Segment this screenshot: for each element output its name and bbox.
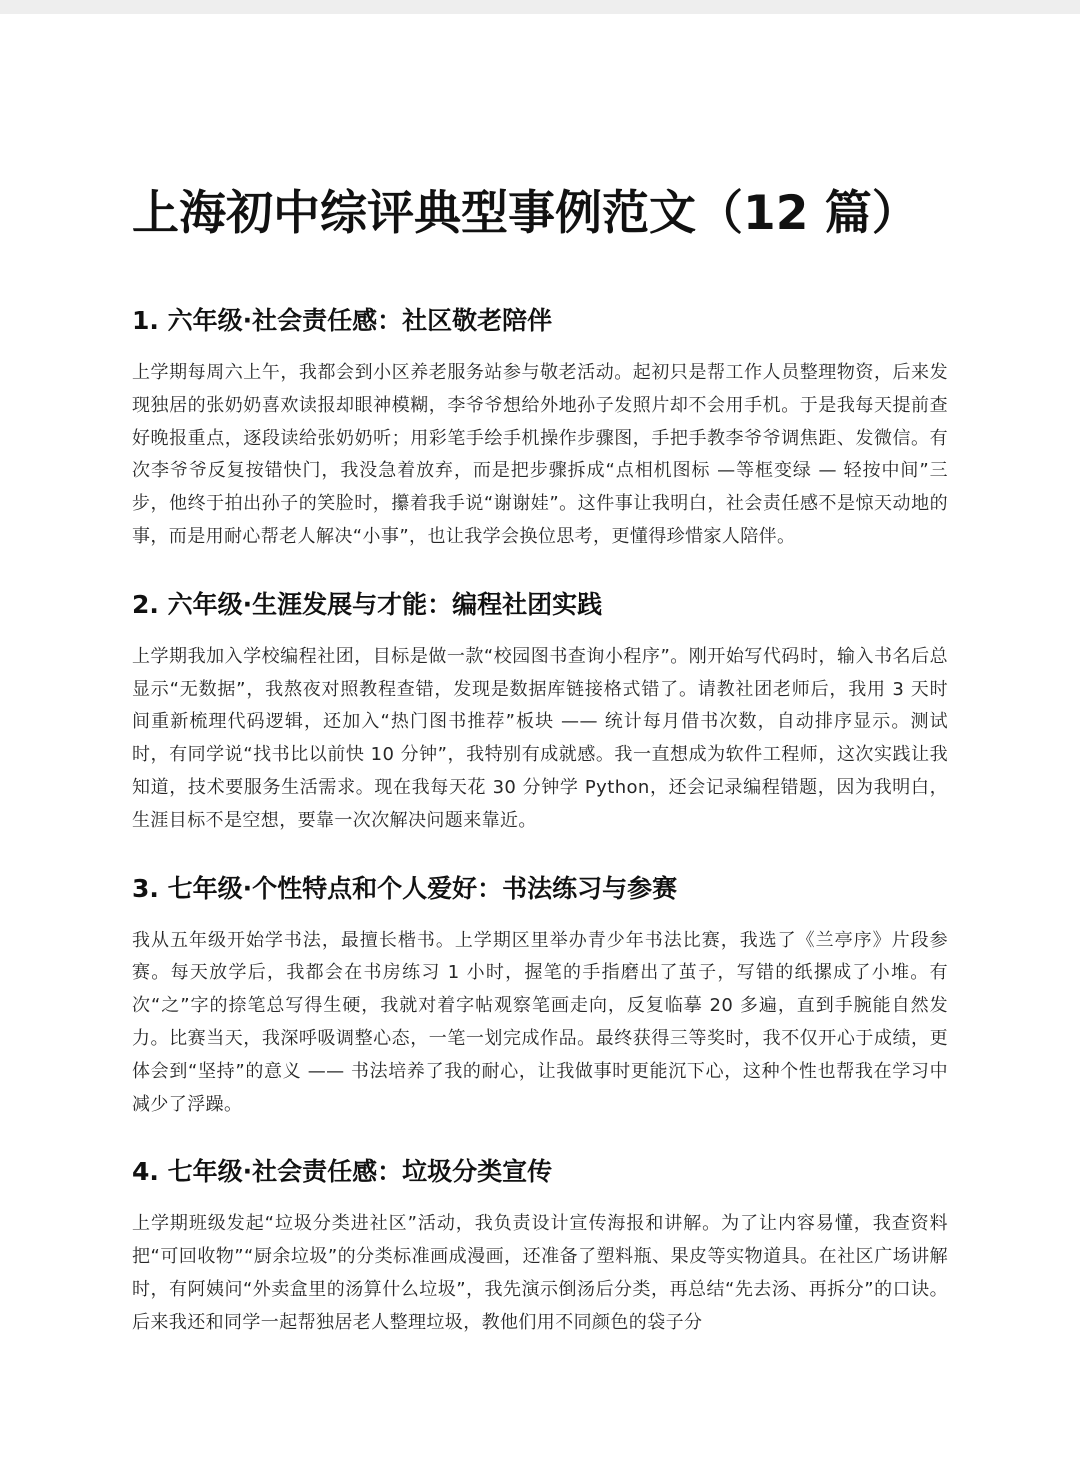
document-page xyxy=(0,14,1080,1472)
section-paragraph: 上学期班级发起“垃圾分类进社区”活动，我负责设计宣传海报和讲解。为了让内容易懂，我查资料把“可回收物”“厨余垃圾”的分类标准画成漫画，还准备了塑料瓶、果皮等实物道具。在社区广场讲解时，有阿姨问“外卖盒里的汤算什么垃圾”，我先演示倒汤后分类，再总结“先去汤、再拆分”的口诀。后来我还和同学一起帮独居老人整理垃圾，教他们用不同颜色的袋子分 xyxy=(132,1213,948,1333)
section-heading: 2. 六年级·生涯发展与才能：编程社团实践 xyxy=(132,589,603,619)
top-bar xyxy=(0,0,1080,14)
section-2 xyxy=(132,587,948,838)
section-paragraph: 上学期我加入学校编程社团，目标是做一款“校园图书查询小程序”。刚开始写代码时，输入书名后总显示“无数据”，我熬夜对照教程查错，发现是数据库链接格式错了。请教社团老师后，我用 3 天时间重新梳理代码逻辑，还加入“热门图书推荐”板块 —— 统计每月借书次数，自动排序显示。测试时，有同学说“找书比以前快 10 分钟”，我特别有成就感。我一直想成为软件工程师，这次实践让我知道，技术要服务生活需求。现在我每天花 30 分钟学 Python，还会记录编程错题，因为我明白，生涯目标不是空想，要靠一次次解决问题来靠近。 xyxy=(132,645,948,831)
section-heading: 3. 七年级·个性特点和个人爱好：书法练习与参赛 xyxy=(132,873,678,903)
section-3 xyxy=(132,871,948,1122)
section-paragraph: 我从五年级开始学书法，最擅长楷书。上学期区里举办青少年书法比赛，我选了《兰亭序》片段参赛。每天放学后，我都会在书房练习 1 小时，握笔的手指磨出了茧子，写错的纸摞成了小堆。有次“之”字的捺笔总写得生硬，我就对着字帖观察笔画走向，反复临摹 20 多遍，直到手腕能自然发力。比赛当天，我深呼吸调整心态，一笔一划完成作品。最终获得三等奖时，我不仅开心于成绩，更体会到“坚持”的意义 —— 书法培养了我的耐心，让我做事时更能沉下心，这种个性也帮我在学习中减少了浮躁。 xyxy=(132,929,948,1115)
section-paragraph: 上学期每周六上午，我都会到小区养老服务站参与敬老活动。起初只是帮工作人员整理物资，后来发现独居的张奶奶喜欢读报却眼神模糊，李爷爷想给外地孙子发照片却不会用手机。于是我每天提前查好晚报重点，逐段读给张奶奶听；用彩笔手绘手机操作步骤图，手把手教李爷爷调焦距、发微信。有次李爷爷反复按错快门，我没急着放弃，而是把步骤拆成“点相机图标 —等框变绿 — 轻按中间”三步，他终于拍出孙子的笑脸时，攥着我手说“谢谢娃”。这件事让我明白，社会责任感不是惊天动地的事，而是用耐心帮老人解决“小事”，也让我学会换位思考，更懂得珍惜家人陪伴。 xyxy=(132,362,948,547)
section-heading: 4. 七年级·社会责任感：垃圾分类宣传 xyxy=(132,1157,553,1187)
section-4 xyxy=(132,1154,948,1339)
section-heading: 1. 六年级·社会责任感：社区敬老陪伴 xyxy=(132,306,553,335)
document-title: 上海初中综评典型事例范文（12 篇） xyxy=(132,186,919,241)
section-1 xyxy=(132,303,948,554)
